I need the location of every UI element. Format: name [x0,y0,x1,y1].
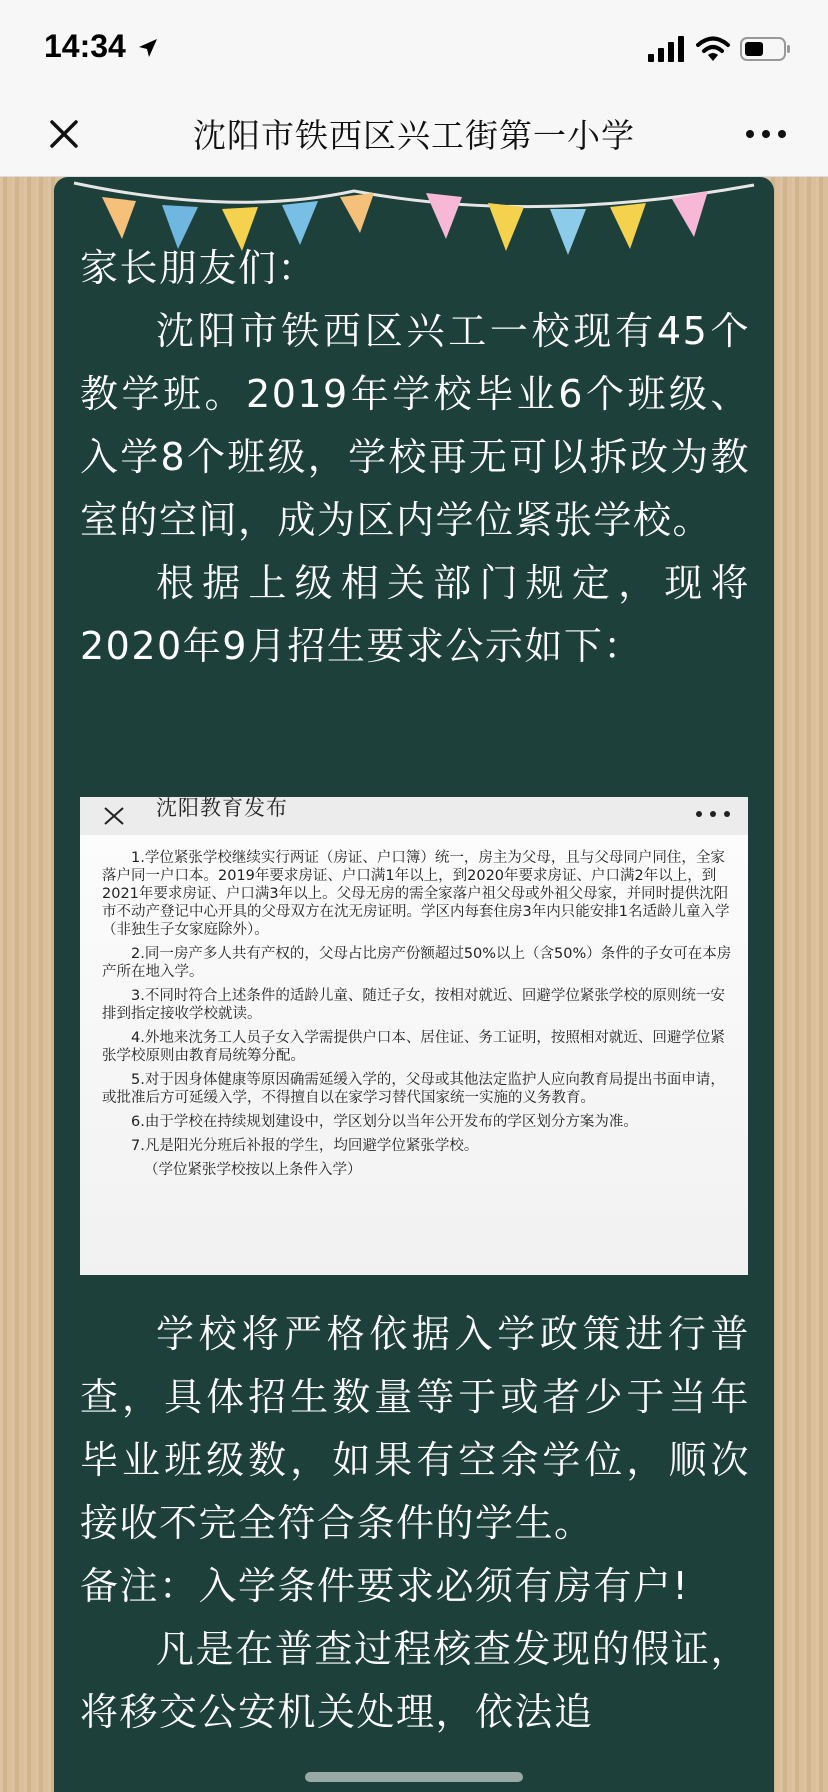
notice-footer: （学位紧张学校按以上条件入学） [144,1162,362,1178]
wifi-icon [696,36,730,62]
status-icons [648,34,792,64]
article-content[interactable] [0,177,828,1792]
notice-title: 沈阳教育发布 [156,797,288,820]
paragraph-2: 根据上级相关部门规定，现将2020年9月招生要求公示如下： [80,561,750,668]
status-time: 14:34 [44,28,126,64]
location-arrow-icon [136,36,160,60]
notice-more-icon [694,809,732,819]
notice-item-4: 4.外地来沈务工人员子女入学需提供户口本、居住证、务工证明，按照相对就近、回避学位紧张学校原则由教育局统筹分配。 [102,1030,725,1064]
notice-item-1: 1.学位紧张学校继续实行两证（房证、户口簿）统一，房主为父母，且与父母同户同住，全家落户同一户口本。2019年要求房证、户口满1年以上，到2020年要求房证、户口满2年以上，到2021年要求房证、户口满3年以上。父母无房的需全家落户祖父母或外祖父母家，并同时提供沈阳市不动产登记中心开具的父母双方在沈无房证明。学区内每套住房3年内只能安排1名适龄儿童入学（非独生子女家庭除外）。 [102,850,730,938]
battery-icon [740,36,792,62]
more-icon[interactable] [744,122,788,146]
notice-item-3: 3.不同时符合上述条件的适龄儿童、随迁子女，按相对就近、回避学位紧张学校的原则统一安排到指定接收学校就读。 [102,988,725,1022]
greeting: 家长朋友们： [80,246,318,290]
notice-screenshot [80,797,748,1275]
close-icon[interactable] [44,114,84,154]
notice-item-6: 6.由于学校在持续规划建设中，学区划分以当年公开发布的学区划分方案为准。 [131,1114,638,1130]
paragraph-1: 沈阳市铁西区兴工一校现有45个教学班。2019年学校毕业6个班级、入学8个班级，学校再无可以拆改为教室的空间，成为区内学位紧张学校。 [80,309,750,542]
page-title: 沈阳市铁西区兴工街第一小学 [193,116,635,155]
signal-icon [648,36,686,62]
article-text-top [80,237,750,678]
note: 备注：入学条件要求必须有房有户! [80,1564,690,1608]
notice-close-icon [102,803,126,827]
article-text-bottom [80,1303,750,1744]
nav-bar [0,96,828,177]
paragraph-3: 学校将严格依据入学政策进行普查，具体招生数量等于或者少于当年毕业班级数，如果有空余学位，顺次接收不完全符合条件的学生。 [80,1312,750,1545]
notice-item-2: 2.同一房产多人共有产权的，父母占比房产份额超过50%以上（含50%）条件的子女可在本房产所在地入学。 [102,946,732,980]
notice-body [102,849,734,1179]
scroll-indicator[interactable] [305,1772,523,1782]
paragraph-4: 凡是在普查过程核查发现的假证，将移交公安机关处理，依法追 [80,1627,750,1734]
notice-item-7: 7.凡是阳光分班后补报的学生，均回避学位紧张学校。 [131,1138,479,1154]
notice-header [80,797,748,835]
notice-item-5: 5.对于因身体健康等原因确需延缓入学的，父母或其他法定监护人应向教育局提出书面申请，或批准后方可延缓入学，不得擅自以在家学习替代国家统一实施的义务教育。 [102,1072,725,1106]
status-bar [0,0,828,96]
